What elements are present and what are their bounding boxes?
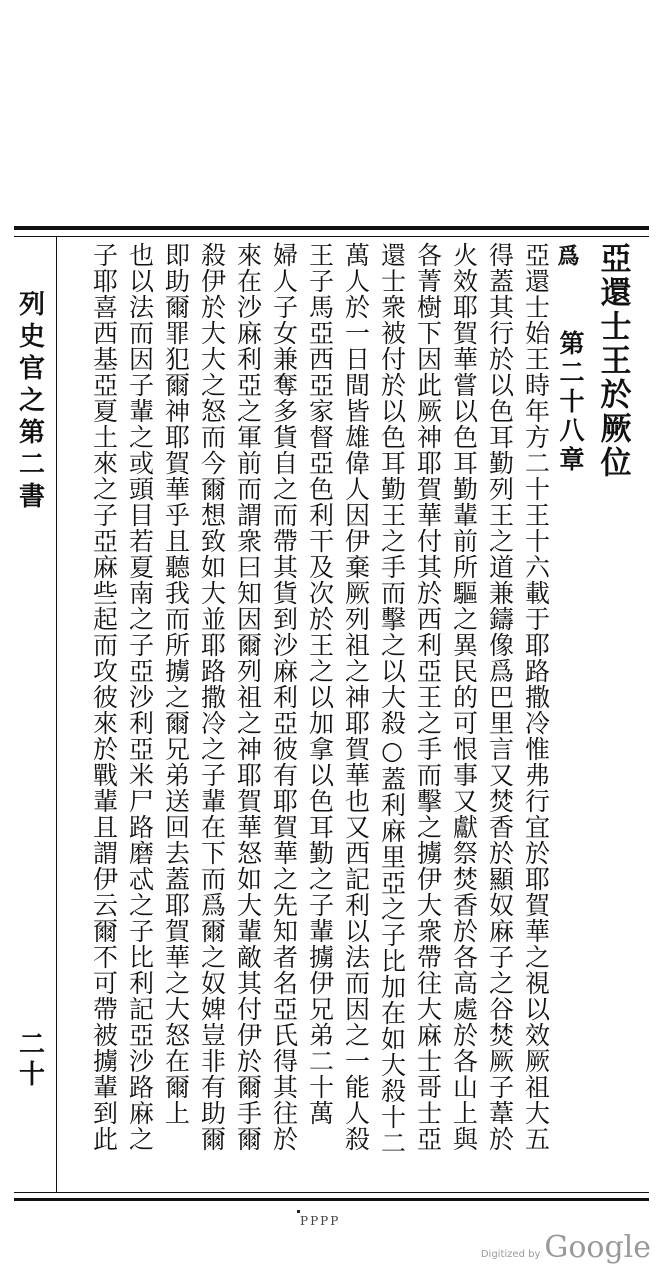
footer-dot (297, 1210, 300, 1213)
text-column-5: 還士衆被付於以色耳勤王之手而擊之以大殺○蓋利麻里亞之子比加在如大殺十二 (377, 242, 407, 1156)
top-border-thick (14, 226, 649, 230)
chapter-tag: 爲 (554, 244, 580, 266)
bottom-border-thin (14, 1192, 649, 1193)
text-column-1: 亞還士始王時年方二十王十六載于耶路撒冷惟弗行宜於耶賀華之視以效厥祖大五 (521, 242, 551, 1152)
text-column-3: 火效耶賀華嘗以色耳勤輩前所驅之異民的可恨事又獻祭焚香於各高處於各山上與 (449, 242, 479, 1152)
text-column-9: 來在沙麻利亞之軍前而謂衆曰知因爾列祖之神耶賀華怒如大輩敵其付伊於爾手爾 (233, 242, 263, 1152)
text-column-7: 王子馬亞西亞家督亞色利干及次於王之以加拿以色耳勤之子輩擄伊兄弟二十萬 (305, 242, 335, 1126)
text-column-4: 各菁樹下因此厥神耶賀華付其於西利亞王之手而擊之擄伊大衆帶往大麻士哥士亞 (413, 242, 443, 1152)
book-title-column (10, 290, 50, 514)
page-number-column (10, 1030, 50, 1090)
chapter-number: 第二十八章 (556, 330, 585, 475)
footer-mark: PPPP (300, 1214, 341, 1228)
margin-divider (56, 236, 57, 1192)
chapter-title-column (595, 242, 631, 1186)
watermark-prefix: Digitized by (480, 1249, 541, 1260)
page-number: 二十 (14, 1030, 45, 1090)
top-border-thin (14, 236, 649, 237)
text-column-12: 也以法而因子輩之或頭目若夏南之子亞沙利亞米尸路磨忒之子比利記亞沙路麻之 (125, 242, 155, 1152)
chapter-number-column (552, 330, 588, 1274)
book-title: 列史官之第二書 (14, 290, 45, 514)
text-column-10: 殺伊於大大之怒而今爾想致如大並耶路撒冷之子輩在下而爲爾之奴婢豈非有助爾 (197, 242, 227, 1152)
watermark-brand: Google (544, 1230, 651, 1265)
text-column-11: 即助爾罪犯爾神耶賀華乎且聽我而所擄之爾兄弟送回去蓋耶賀華之大怒在爾上 (161, 242, 191, 1126)
digitization-watermark (481, 1230, 651, 1265)
text-column-13: 子耶喜西基亞夏土來之子亞麻些起而攻彼來於戰輩且謂伊云爾不可帶被擄輩到此 (89, 242, 119, 1152)
text-column-8: 婦人子女兼奪多貨自之而帶其貨到沙麻利亞彼有耶賀華之先知者名亞氏得其往於 (269, 242, 299, 1152)
chapter-title: 亞還士王於厥位 (594, 242, 631, 480)
bottom-border-thick (14, 1198, 649, 1201)
text-column-6: 萬人於一日間皆雄偉人因伊棄厥列祖之神耶賀華也又西記利以法而因之一能人殺 (341, 242, 371, 1152)
text-column-2: 得蓋其行於以色耳勤列王之道兼鑄像爲巴里言又焚香於顯奴麻子之谷焚厥子葦於 (485, 242, 515, 1152)
